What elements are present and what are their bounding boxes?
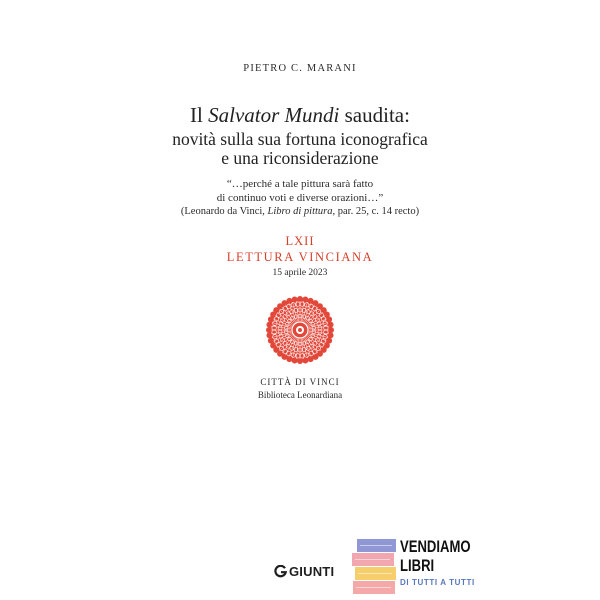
rosette-scallop — [268, 338, 274, 344]
rosette-scallop — [302, 358, 308, 364]
rosette-center-dot — [298, 328, 302, 332]
citation-italic: Libro di pittura — [267, 206, 333, 217]
lecture-number: LXII — [285, 234, 315, 248]
rosette-scallop — [292, 358, 298, 364]
title-suffix: saudita: — [339, 103, 410, 127]
rosette-scallop — [286, 298, 292, 304]
title-line-2: novità sulla sua fortuna iconografica — [172, 129, 428, 149]
title-italic: Salvator Mundi — [208, 103, 340, 127]
books-stack-icon — [352, 538, 398, 596]
imprint-city: CITTÀ DI VINCI — [260, 377, 340, 387]
citation-suffix: , par. 25, c. 14 recto) — [332, 206, 420, 217]
rosette-scallop — [266, 332, 272, 338]
badge-line-3: DI TUTTI A TUTTI — [400, 578, 475, 587]
title-line-1 — [0, 103, 600, 128]
title-line-3: e una riconsiderazione — [221, 148, 379, 168]
quote-citation — [0, 206, 600, 217]
imprint-library: Biblioteca Leonardiana — [257, 390, 343, 400]
lecture-date: 15 aprile 2023 — [272, 268, 328, 278]
quote-line-1: “…perché a tale pittura sarà fatto — [226, 178, 374, 190]
publisher-name: GIUNTI — [289, 564, 335, 579]
author-name: PIETRO C. MARANI — [243, 63, 357, 74]
citation-prefix: (Leonardo da Vinci, — [180, 206, 268, 217]
rosette-scallop — [328, 332, 334, 338]
rosette-knot-icon — [264, 294, 336, 366]
rosette-scallop — [302, 296, 308, 302]
badge-line-1: VENDIAMO — [400, 537, 471, 556]
quote-line-2: di continuo voti e diverse orazioni…” — [216, 192, 384, 204]
title-prefix: Il — [190, 103, 209, 127]
rosette-scallop — [292, 296, 298, 302]
lecture-series: LETTURA VINCIANA — [226, 250, 374, 264]
rosette-scallop — [308, 356, 314, 362]
rosette-scallop — [326, 316, 332, 322]
giunti-logo-icon — [274, 565, 287, 578]
rosette-scallop — [328, 322, 334, 328]
badge-line-2: LIBRI — [400, 556, 435, 575]
rosette-scallop — [266, 322, 272, 328]
